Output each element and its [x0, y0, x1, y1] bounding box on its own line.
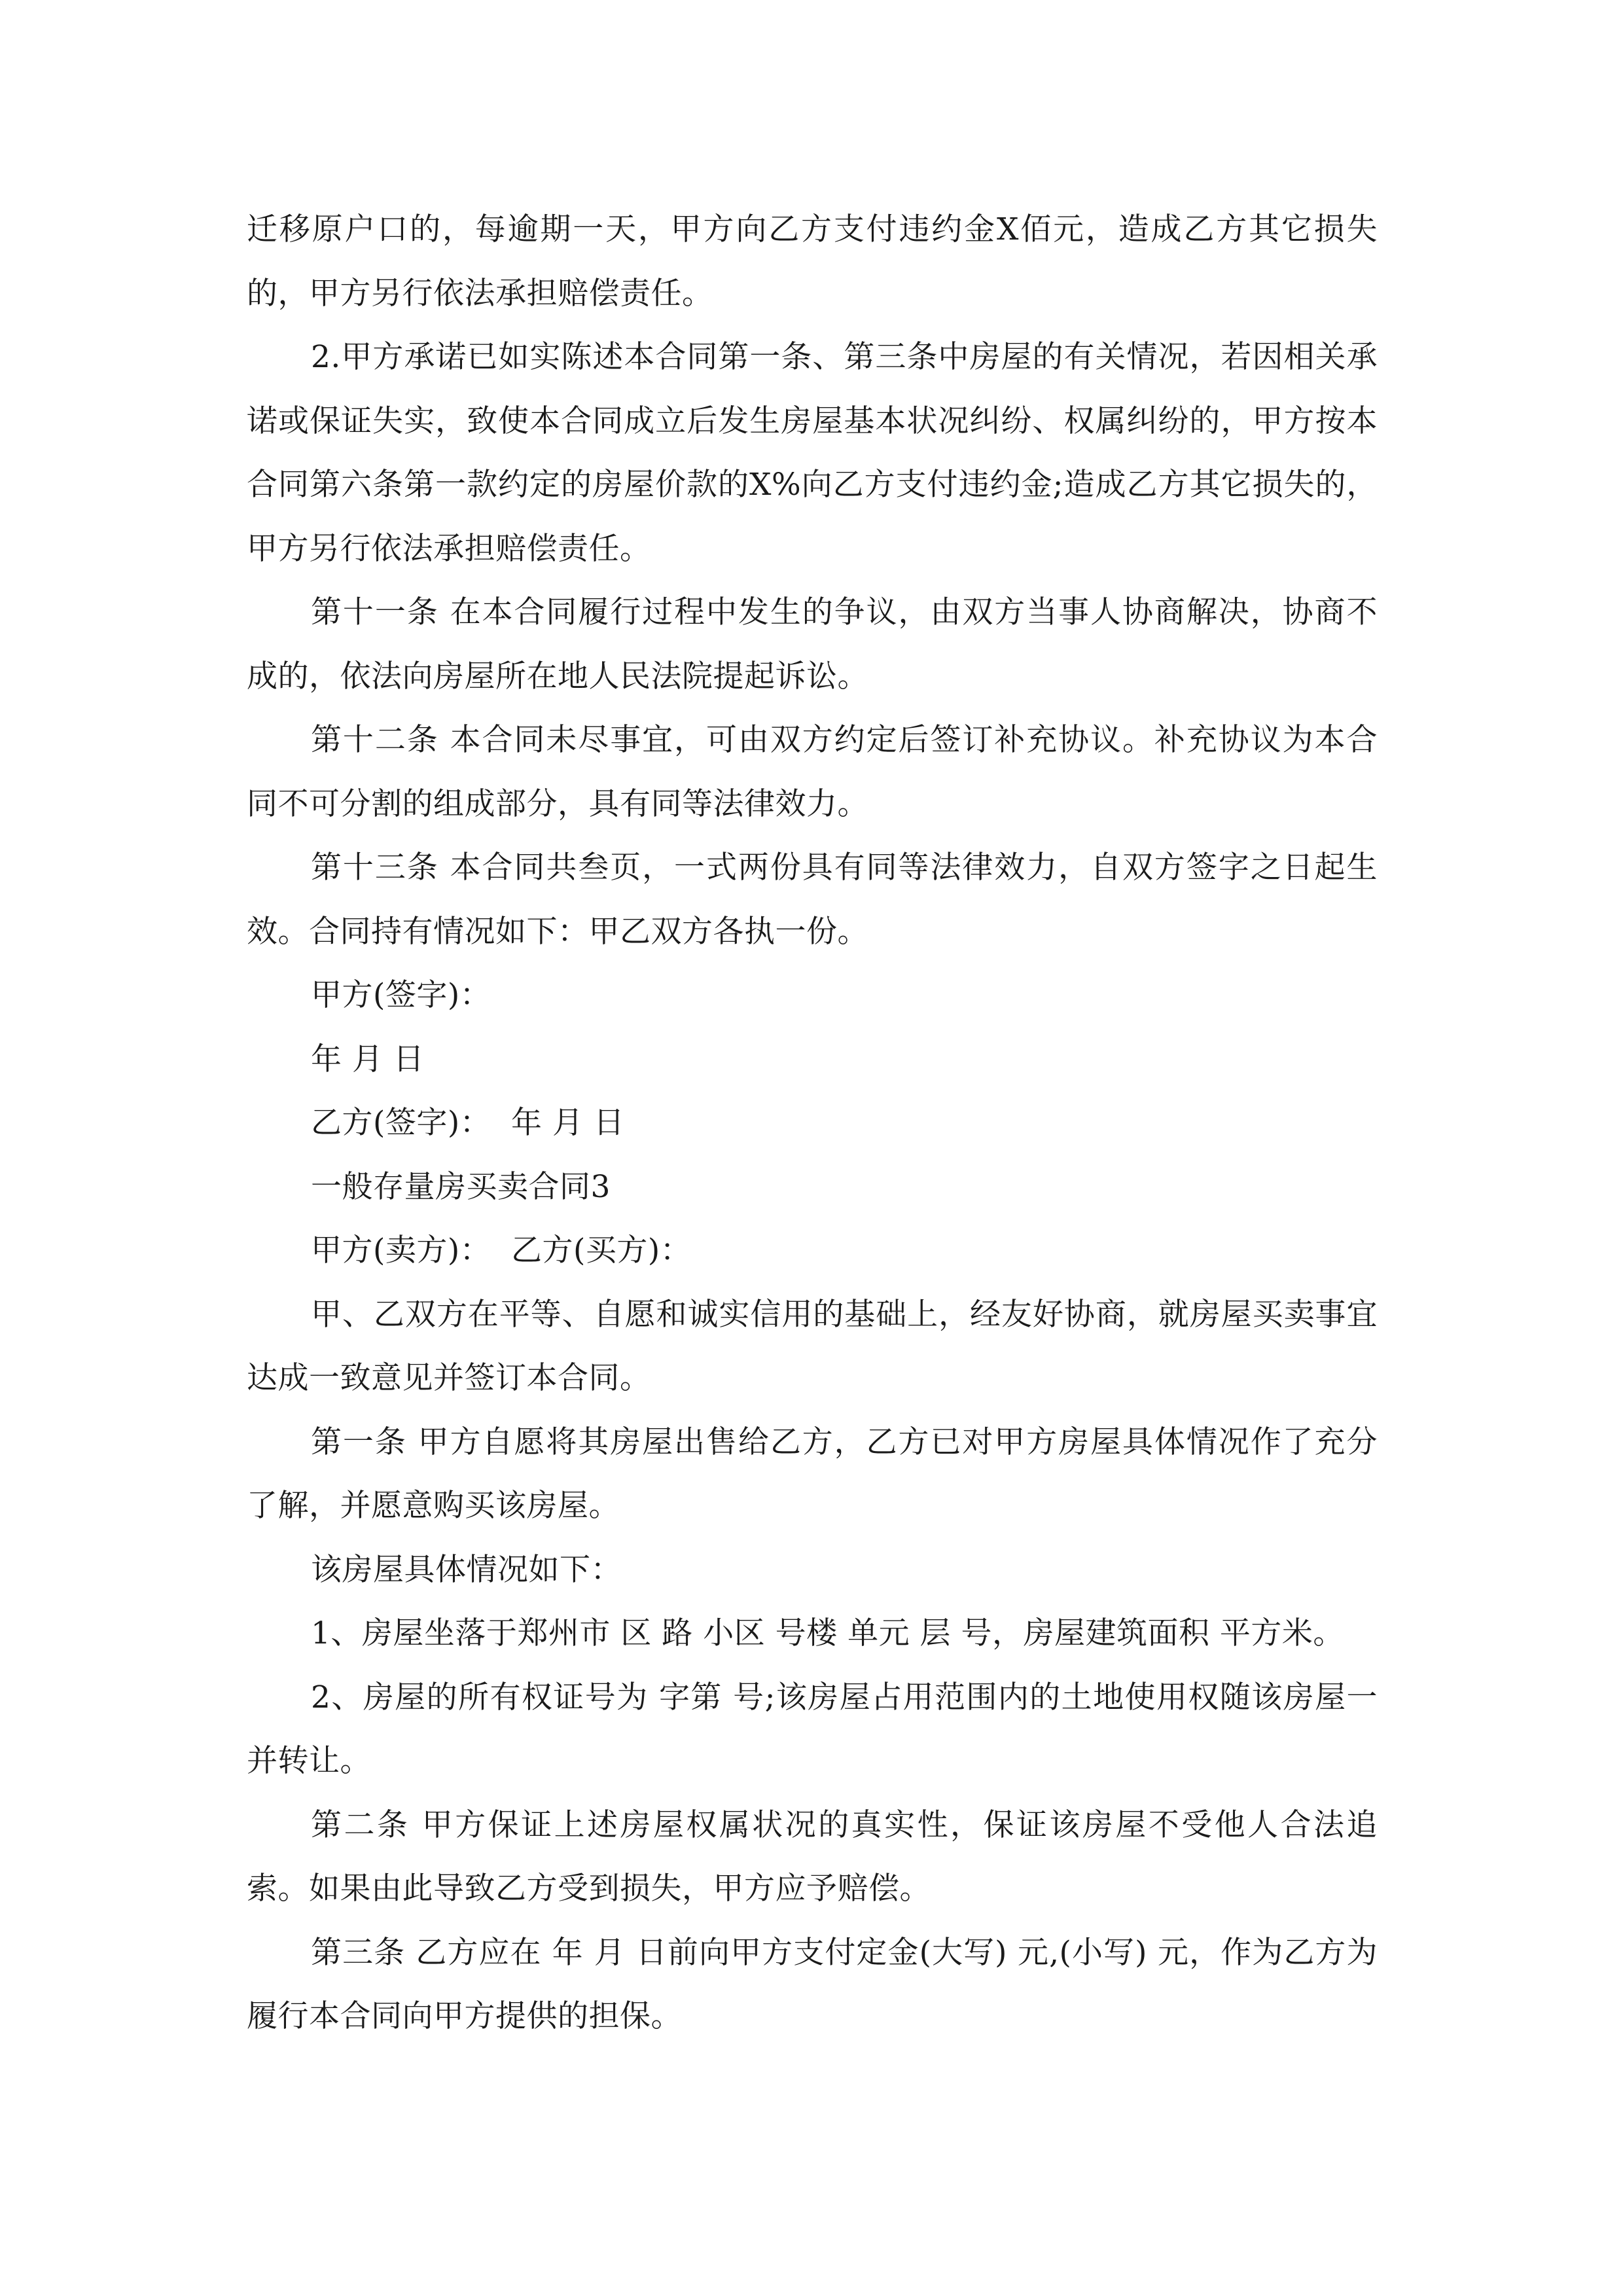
party-a-date-line: 年 月 日 — [311, 1041, 425, 1077]
paragraph-article-2: 第二条 甲方保证上述房屋权属状况的真实性，保证该房屋不受他人合法追索。如果由此导致乙方受到损失，甲方应予赔偿。 — [247, 1806, 1378, 1907]
paragraph-preamble: 甲、乙双方在平等、自愿和诚实信用的基础上，经友好协商，就房屋买卖事宜达成一致意见并签订本合同。 — [247, 1296, 1378, 1396]
party-b-signature-line: 乙方(签字)： 年 月 日 — [311, 1105, 625, 1141]
paragraph-article-1: 第一条 甲方自愿将其房屋出售给乙方，乙方已对甲方房屋具体情况作了充分了解，并愿意购买该房屋。 — [247, 1424, 1378, 1524]
paragraph-property-location: 1、房屋坐落于郑州市 区 路 小区 号楼 单元 层 号，房屋建筑面积 平方米。 — [311, 1615, 1344, 1651]
paragraph-article-13: 第十三条 本合同共叁页，一式两份具有同等法律效力，自双方签字之日起生效。合同持有情况如下：甲乙双方各执一份。 — [247, 850, 1378, 950]
paragraph-seller-warranty: 2.甲方承诺已如实陈述本合同第一条、第三条中房屋的有关情况，若因相关承诺或保证失实，致使本合同成立后发生房屋基本状况纠纷、权属纠纷的，甲方按本合同第六条第一款约定的房屋价款的X%向乙方支付违约金;造成乙方其它损失的，甲方另行依法承担赔偿责任。 — [247, 339, 1378, 567]
paragraph-article-12: 第十二条 本合同未尽事宜，可由双方约定后签订补充协议。补充协议为本合同不可分割的组成部分，具有同等法律效力。 — [247, 722, 1378, 822]
document-body — [247, 198, 1378, 2049]
paragraph-penalty-continuation: 迁移原户口的，每逾期一天，甲方向乙方支付违约金X佰元，造成乙方其它损失的，甲方另行依法承担赔偿责任。 — [247, 211, 1378, 312]
party-a-signature-line: 甲方(签字)： — [311, 977, 491, 1013]
paragraph-article-11: 第十一条 在本合同履行过程中发生的争议，由双方当事人协商解决，协商不成的，依法向房屋所在地人民法院提起诉讼。 — [247, 594, 1378, 694]
paragraph-article-3: 第三条 乙方应在 年 月 日前向甲方支付定金(大写) 元,(小写) 元，作为乙方为履行本合同向甲方提供的担保。 — [247, 1934, 1378, 2034]
contract-3-title: 一般存量房买卖合同3 — [311, 1168, 611, 1205]
parties-line: 甲方(卖方)： 乙方(买方)： — [311, 1232, 692, 1268]
paragraph-property-details-heading: 该房屋具体情况如下： — [311, 1551, 622, 1588]
paragraph-ownership-certificate: 2、房屋的所有权证号为 字第 号;该房屋占用范围内的土地使用权随该房屋一并转让。 — [247, 1679, 1378, 1779]
